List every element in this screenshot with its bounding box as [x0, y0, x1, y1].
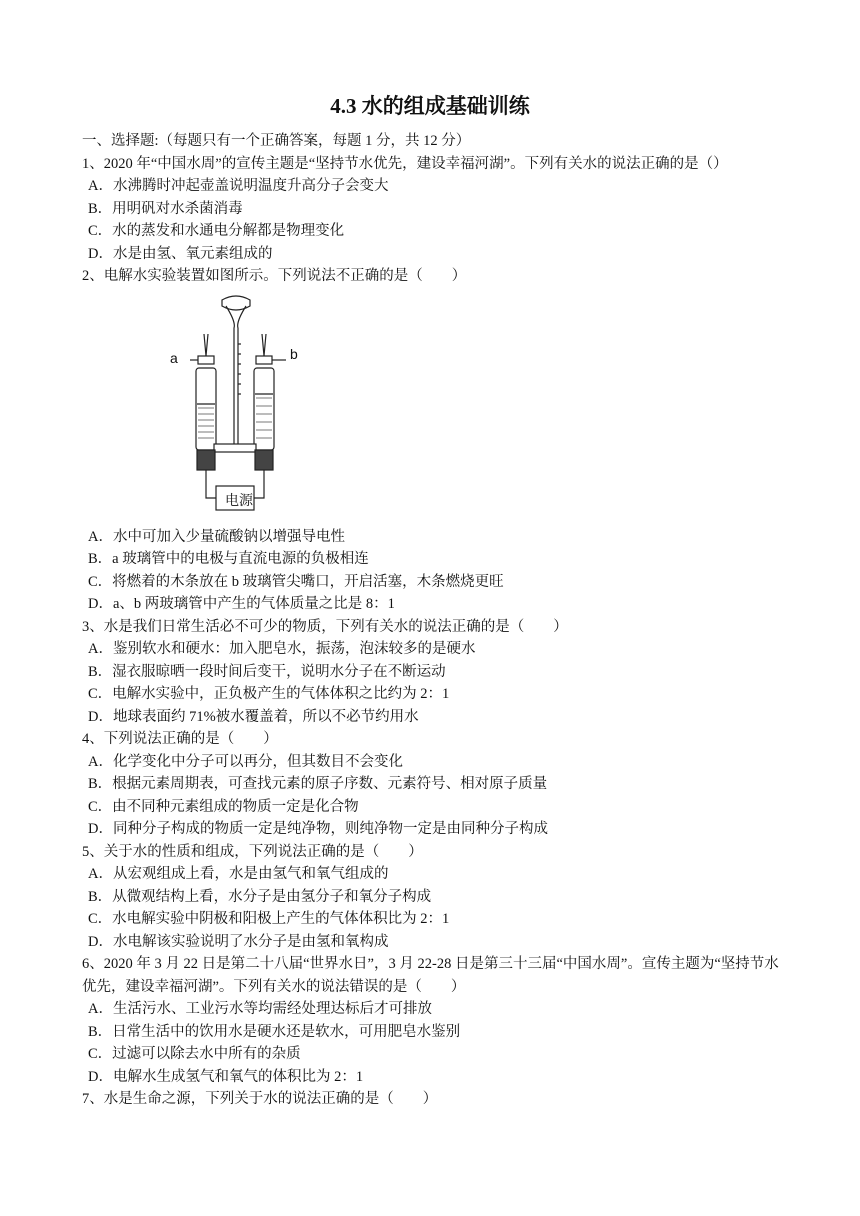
question-stem: 6、2020 年 3 月 22 日是第二十八届“世界水日”，3 月 22-28 日是第三十三届“中国水周”。宣传主题为“坚持节水优先，建设幸福河湖”。下列有关水的说法错误的是（ ） [82, 956, 779, 995]
option-a: A．水中可加入少量硫酸钠以增强导电性 [88, 528, 345, 545]
question-stem: 5、关于水的性质和组成，下列说法正确的是（ ） [82, 843, 423, 860]
power-source-label: 电源 [225, 491, 253, 508]
option-d: D．同种分子构成的物质一定是纯净物，则纯净物一定是由同种分子构成 [88, 821, 548, 837]
option-b: B．根据元素周期表，可查找元素的原子序数、元素符号、相对原子质量 [88, 776, 548, 792]
option-c: C．电解水实验中，正负极产生的气体体积之比约为 2：1 [88, 686, 450, 702]
option-b: B．从微观结构上看，水分子是由氢分子和氧分子构成 [88, 888, 432, 905]
tube-a-label: a [170, 349, 178, 366]
page-title: 4.3 水的组成基础训练 [330, 94, 530, 118]
option-c: C．由不同种元素组成的物质一定是化合物 [88, 798, 359, 815]
option-a: A．从宏观组成上看，水是由氢气和氧气组成的 [88, 866, 389, 882]
question-stem: 2、电解水实验装置如图所示。下列说法不正确的是（ ） [82, 268, 467, 284]
question-3 [82, 616, 782, 729]
question-stem: 7、水是生命之源，下列关于水的说法正确的是（ ） [82, 1091, 438, 1107]
option-c: C．水电解实验中阴极和阳极上产生的气体体积比为 2：1 [88, 911, 450, 927]
option-a: A．水沸腾时冲起壶盖说明温度升高分子会变大 [88, 178, 389, 194]
option-c: C．过滤可以除去水中所有的杂质 [88, 1046, 301, 1062]
question-1 [82, 153, 782, 266]
option-b: B．日常生活中的饮用水是硬水还是软水，可用肥皂水鉴别 [88, 1023, 461, 1040]
electrolysis-apparatus-figure [82, 294, 782, 522]
tube-b-label: b [290, 345, 298, 362]
option-d: D．电解水生成氢气和氧气的体积比为 2：1 [88, 1068, 364, 1085]
option-a: A．生活污水、工业污水等均需经处理达标后才可排放 [88, 1001, 432, 1017]
document-body [82, 130, 782, 1111]
option-c: C．将燃着的木条放在 b 玻璃管尖嘴口，开启活塞，木条燃烧更旺 [88, 573, 504, 590]
question-5 [82, 841, 782, 954]
electrolysis-apparatus-diagram [166, 294, 316, 522]
question-4 [82, 728, 782, 841]
option-d: D．a、b 两玻璃管中产生的气体质量之比是 8：1 [88, 596, 395, 612]
option-d: D．地球表面约 71%被水覆盖着，所以不必节约用水 [88, 708, 419, 725]
question-stem: 1、2020 年“中国水周”的宣传主题是“坚持节水优先，建设幸福河湖”。下列有关水的说法正确的是（） [82, 155, 728, 172]
option-a: A．化学变化中分子可以再分，但其数目不会变化 [88, 753, 403, 770]
option-d: D．水是由氢、氧元素组成的 [88, 245, 273, 262]
question-stem: 4、下列说法正确的是（ ） [82, 731, 278, 747]
option-a: A．鉴别软水和硬水：加入肥皂水，振荡，泡沫较多的是硬水 [88, 641, 476, 657]
question-7 [82, 1088, 782, 1111]
option-b: B．a 玻璃管中的电极与直流电源的负极相连 [88, 551, 369, 567]
question-stem: 3、水是我们日常生活必不可少的物质，下列有关水的说法正确的是（ ） [82, 618, 568, 635]
section-heading: 一、选择题:（每题只有一个正确答案，每题 1 分，共 12 分） [82, 133, 471, 149]
option-d: D．水电解该实验说明了水分子是由氢和氧构成 [88, 933, 389, 950]
option-b: B．湿衣服晾晒一段时间后变干，说明水分子在不断运动 [88, 663, 446, 680]
question-6 [82, 953, 782, 1088]
option-c: C．水的蒸发和水通电分解都是物理变化 [88, 223, 345, 239]
option-b: B．用明矾对水杀菌消毒 [88, 200, 243, 217]
question-2 [82, 265, 782, 616]
